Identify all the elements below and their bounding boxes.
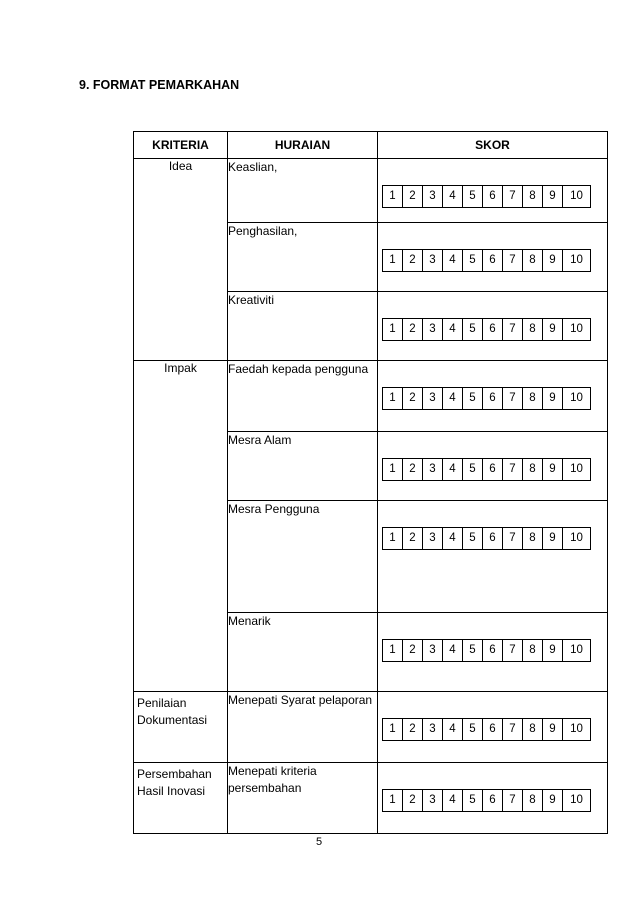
score-option-9[interactable]: 9 <box>543 319 563 340</box>
score-option-2[interactable]: 2 <box>403 528 423 549</box>
skor-cell <box>378 501 608 613</box>
score-option-3[interactable]: 3 <box>423 640 443 661</box>
score-option-5[interactable]: 5 <box>463 459 483 480</box>
huraian-cell: Penghasilan, <box>228 223 378 292</box>
table-row <box>134 692 608 763</box>
score-option-10[interactable]: 10 <box>570 392 583 404</box>
score-option-4[interactable]: 4 <box>443 719 463 740</box>
score-option-9[interactable]: 9 <box>543 640 563 661</box>
score-option-3[interactable]: 3 <box>423 459 443 480</box>
score-option-4[interactable]: 4 <box>443 250 463 271</box>
score-option-7[interactable]: 7 <box>503 459 523 480</box>
skor-cell <box>378 432 608 501</box>
kriteria-cell: Idea <box>134 159 228 361</box>
score-option-3[interactable]: 3 <box>423 388 443 409</box>
score-option-3[interactable]: 3 <box>423 528 443 549</box>
score-option-9[interactable]: 9 <box>543 388 563 409</box>
score-option-2[interactable]: 2 <box>403 186 423 207</box>
score-option-3[interactable]: 3 <box>423 250 443 271</box>
skor-cell <box>378 223 608 292</box>
score-option-1[interactable]: 1 <box>383 719 403 740</box>
score-option-9[interactable]: 9 <box>543 528 563 549</box>
score-scale <box>382 318 591 341</box>
score-option-4[interactable]: 4 <box>443 790 463 811</box>
score-option-9[interactable]: 9 <box>543 719 563 740</box>
skor-cell <box>378 763 608 834</box>
score-option-6[interactable]: 6 <box>483 319 503 340</box>
score-option-1[interactable]: 1 <box>383 640 403 661</box>
score-option-4[interactable]: 4 <box>443 388 463 409</box>
score-option-5[interactable]: 5 <box>463 790 483 811</box>
score-option-2[interactable]: 2 <box>403 388 423 409</box>
table-header-row <box>134 132 608 159</box>
score-option-1[interactable]: 1 <box>383 388 403 409</box>
score-option-10[interactable]: 10 <box>570 532 583 544</box>
table-row <box>134 159 608 223</box>
score-option-10[interactable]: 10 <box>570 254 583 266</box>
score-option-4[interactable]: 4 <box>443 186 463 207</box>
score-scale <box>382 527 591 550</box>
score-option-7[interactable]: 7 <box>503 719 523 740</box>
score-option-4[interactable]: 4 <box>443 319 463 340</box>
score-scale <box>382 249 591 272</box>
page-number: 5 <box>315 836 323 848</box>
score-scale <box>382 639 591 662</box>
score-option-8[interactable]: 8 <box>523 640 543 661</box>
score-option-6[interactable]: 6 <box>483 528 503 549</box>
huraian-cell: Kreativiti <box>228 292 378 361</box>
score-option-8[interactable]: 8 <box>523 186 543 207</box>
score-option-4[interactable]: 4 <box>443 528 463 549</box>
score-option-10[interactable]: 10 <box>570 323 583 335</box>
score-option-10[interactable]: 10 <box>570 794 583 806</box>
table-row <box>134 361 608 432</box>
score-option-6[interactable]: 6 <box>483 719 503 740</box>
table-row <box>134 763 608 834</box>
score-option-8[interactable]: 8 <box>523 790 543 811</box>
score-option-7[interactable]: 7 <box>503 319 523 340</box>
score-option-2[interactable]: 2 <box>403 250 423 271</box>
score-option-3[interactable]: 3 <box>423 790 443 811</box>
score-option-10[interactable]: 10 <box>570 644 583 656</box>
score-option-8[interactable]: 8 <box>523 388 543 409</box>
score-option-6[interactable]: 6 <box>483 186 503 207</box>
score-option-4[interactable]: 4 <box>443 640 463 661</box>
score-option-1[interactable]: 1 <box>383 186 403 207</box>
huraian-cell: Keaslian, <box>228 159 378 223</box>
score-option-10[interactable]: 10 <box>570 723 583 735</box>
score-option-8[interactable]: 8 <box>523 319 543 340</box>
skor-cell <box>378 613 608 692</box>
score-option-7[interactable]: 7 <box>503 790 523 811</box>
huraian-cell: Mesra Alam <box>228 432 378 501</box>
score-option-6[interactable]: 6 <box>483 790 503 811</box>
score-option-5[interactable]: 5 <box>463 640 483 661</box>
score-option-9[interactable]: 9 <box>543 459 563 480</box>
score-option-5[interactable]: 5 <box>463 528 483 549</box>
score-option-2[interactable]: 2 <box>403 719 423 740</box>
score-scale <box>382 185 591 208</box>
score-option-6[interactable]: 6 <box>483 640 503 661</box>
score-option-10[interactable]: 10 <box>570 190 583 202</box>
score-option-1[interactable]: 1 <box>383 459 403 480</box>
score-option-5[interactable]: 5 <box>463 719 483 740</box>
score-option-3[interactable]: 3 <box>423 319 443 340</box>
score-option-6[interactable]: 6 <box>483 459 503 480</box>
score-option-9[interactable]: 9 <box>543 250 563 271</box>
kriteria-cell: Impak <box>134 361 228 692</box>
score-option-7[interactable]: 7 <box>503 186 523 207</box>
score-option-8[interactable]: 8 <box>523 250 543 271</box>
scoring-table <box>133 131 608 834</box>
score-option-8[interactable]: 8 <box>523 528 543 549</box>
score-option-7[interactable]: 7 <box>503 528 523 549</box>
huraian-cell: Menepati kriteria persembahan <box>228 763 378 834</box>
score-option-3[interactable]: 3 <box>423 719 443 740</box>
header-huraian: HURAIAN <box>228 132 378 159</box>
section-title: 9. FORMAT PEMARKAHAN <box>79 78 240 92</box>
score-scale <box>382 718 591 741</box>
score-option-7[interactable]: 7 <box>503 640 523 661</box>
score-option-2[interactable]: 2 <box>403 459 423 480</box>
kriteria-cell: Penilaian Dokumentasi <box>134 692 228 763</box>
score-option-3[interactable]: 3 <box>423 186 443 207</box>
huraian-cell: Faedah kepada pengguna <box>228 361 378 432</box>
score-option-7[interactable]: 7 <box>503 250 523 271</box>
huraian-cell: Mesra Pengguna <box>228 501 378 613</box>
score-option-5[interactable]: 5 <box>463 186 483 207</box>
score-option-2[interactable]: 2 <box>403 640 423 661</box>
header-kriteria: KRITERIA <box>134 132 228 159</box>
score-option-1[interactable]: 1 <box>383 250 403 271</box>
score-option-4[interactable]: 4 <box>443 459 463 480</box>
score-option-10[interactable]: 10 <box>570 463 583 475</box>
kriteria-cell: Persembahan Hasil Inovasi <box>134 763 228 834</box>
score-scale <box>382 387 591 410</box>
score-option-1[interactable]: 1 <box>383 790 403 811</box>
skor-cell <box>378 159 608 223</box>
score-option-6[interactable]: 6 <box>483 250 503 271</box>
score-scale <box>382 458 591 481</box>
score-option-1[interactable]: 1 <box>383 528 403 549</box>
score-option-6[interactable]: 6 <box>483 388 503 409</box>
table-body <box>134 159 608 834</box>
skor-cell <box>378 361 608 432</box>
score-option-2[interactable]: 2 <box>403 319 423 340</box>
score-option-8[interactable]: 8 <box>523 459 543 480</box>
score-option-9[interactable]: 9 <box>543 790 563 811</box>
skor-cell <box>378 692 608 763</box>
header-skor: SKOR <box>378 132 608 159</box>
huraian-cell: Menarik <box>228 613 378 692</box>
score-option-2[interactable]: 2 <box>403 790 423 811</box>
score-option-1[interactable]: 1 <box>383 319 403 340</box>
score-option-5[interactable]: 5 <box>463 319 483 340</box>
skor-cell <box>378 292 608 361</box>
huraian-cell: Menepati Syarat pelaporan <box>228 692 378 763</box>
score-option-7[interactable]: 7 <box>503 388 523 409</box>
score-option-5[interactable]: 5 <box>463 250 483 271</box>
score-scale <box>382 789 591 812</box>
score-option-5[interactable]: 5 <box>463 388 483 409</box>
score-option-9[interactable]: 9 <box>543 186 563 207</box>
score-option-8[interactable]: 8 <box>523 719 543 740</box>
